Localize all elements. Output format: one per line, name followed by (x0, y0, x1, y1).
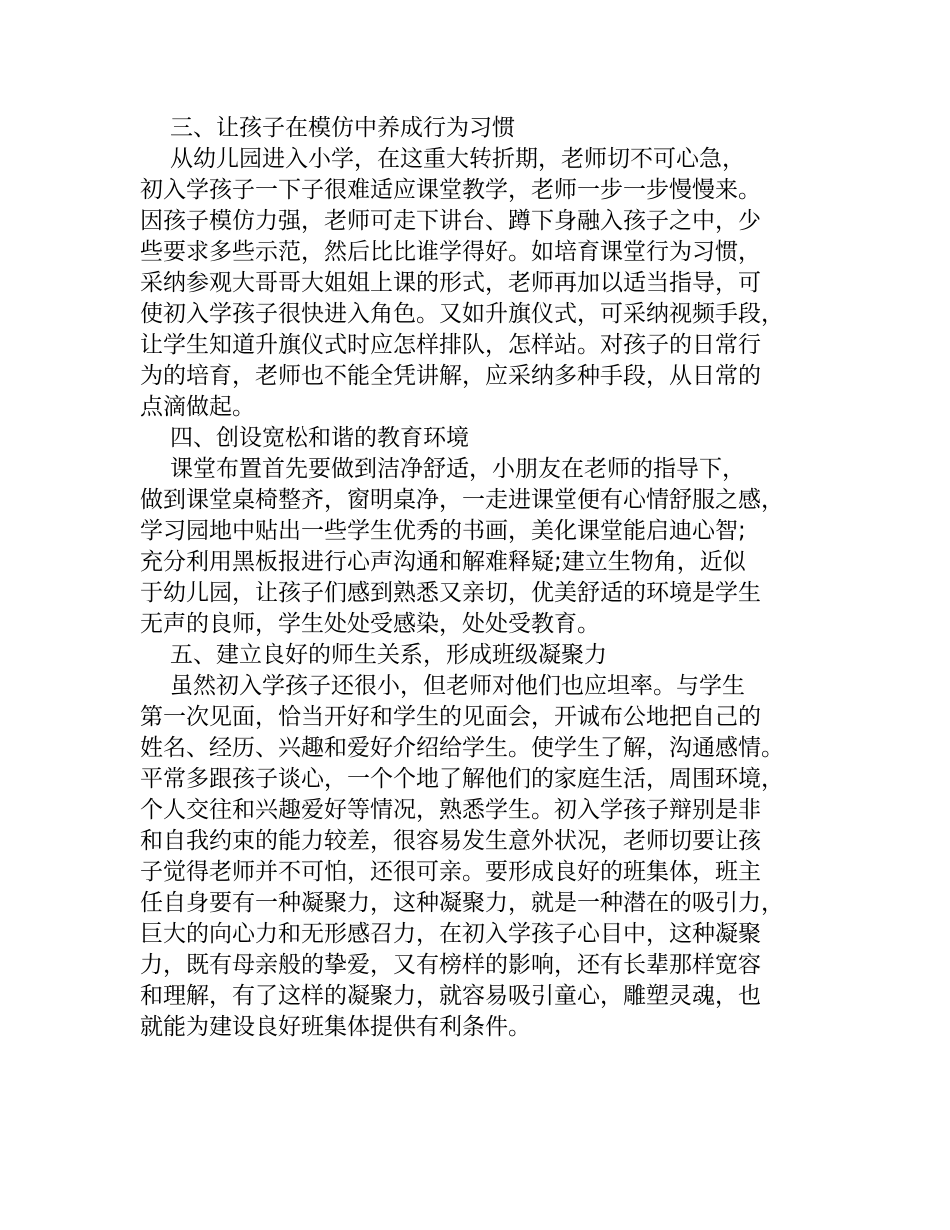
text-line: 和自我约束的能力较差，很容易发生意外状况，老师切要让孩 (140, 828, 761, 854)
text-line: 于幼儿园，让孩子们感到熟悉又亲切，优美舒适的环境是学生 (140, 580, 761, 606)
text-line: 为的培育，老师也不能全凭讲解，应采纳多种手段，从日常的 (140, 363, 761, 389)
text-line: 子觉得老师并不可怕，还很可亲。要形成良好的班集体，班主 (140, 859, 761, 885)
text-line: 充分利用黑板报进行心声沟通和解难释疑;建立生物角，近似 (140, 549, 746, 575)
document-body (140, 113, 830, 1043)
text-line: 让学生知道升旗仪式时应怎样排队，怎样站。对孩子的日常行 (140, 332, 761, 358)
text-line: 平常多跟孩子谈心，一个个地了解他们的家庭生活，周围环境， (140, 766, 784, 792)
text-line: 就能为建设良好班集体提供有利条件。 (140, 1014, 531, 1040)
paragraph-start-line: 从幼儿园进入小学，在这重大转折期，老师切不可心急， (170, 146, 745, 172)
text-line: 和理解，有了这样的凝聚力，就容易吸引童心，雕塑灵魂，也 (140, 983, 761, 1009)
text-line: 无声的良师，学生处处受感染，处处受教育。 (140, 611, 600, 637)
paragraph-start-line: 五、建立良好的师生关系，形成班级凝聚力 (170, 642, 607, 668)
text-line: 力，既有母亲般的挚爱，又有榜样的影响，还有长辈那样宽容 (140, 952, 761, 978)
paragraph-start-line: 四、创设宽松和谐的教育环境 (170, 425, 469, 451)
text-line: 巨大的向心力和无形感召力，在初入学孩子心目中，这种凝聚 (140, 921, 761, 947)
text-line: 点滴做起。 (140, 394, 255, 420)
text-line: 些要求多些示范，然后比比谁学得好。如培育课堂行为习惯， (140, 239, 761, 265)
text-line: 任自身要有一种凝聚力，这种凝聚力，就是一种潜在的吸引力， (140, 890, 784, 916)
text-line: 因孩子模仿力强，老师可走下讲台、蹲下身融入孩子之中，少 (140, 208, 761, 234)
paragraph-start-line: 课堂布置首先要做到洁净舒适，小朋友在老师的指导下， (170, 456, 745, 482)
text-line: 初入学孩子一下子很难适应课堂教学，老师一步一步慢慢来。 (140, 177, 761, 203)
paragraph-start-line: 三、让孩子在模仿中养成行为习惯 (170, 115, 515, 141)
paragraph-start-line: 虽然初入学孩子还很小，但老师对他们也应坦率。与学生 (170, 673, 745, 699)
text-line: 姓名、经历、兴趣和爱好介绍给学生。使学生了解，沟通感情。 (140, 735, 784, 761)
text-line: 第一次见面，恰当开好和学生的见面会，开诚布公地把自己的 (140, 704, 761, 730)
text-line: 做到课堂桌椅整齐，窗明桌净，一走进课堂便有心情舒服之感， (140, 487, 784, 513)
text-line: 使初入学孩子很快进入角色。又如升旗仪式，可采纳视频手段， (140, 301, 784, 327)
text-line: 采纳参观大哥哥大姐姐上课的形式，老师再加以适当指导，可 (140, 270, 761, 296)
text-line: 个人交往和兴趣爱好等情况，熟悉学生。初入学孩子辩别是非 (140, 797, 761, 823)
text-line: 学习园地中贴出一些学生优秀的书画，美化课堂能启迪心智; (140, 518, 746, 544)
